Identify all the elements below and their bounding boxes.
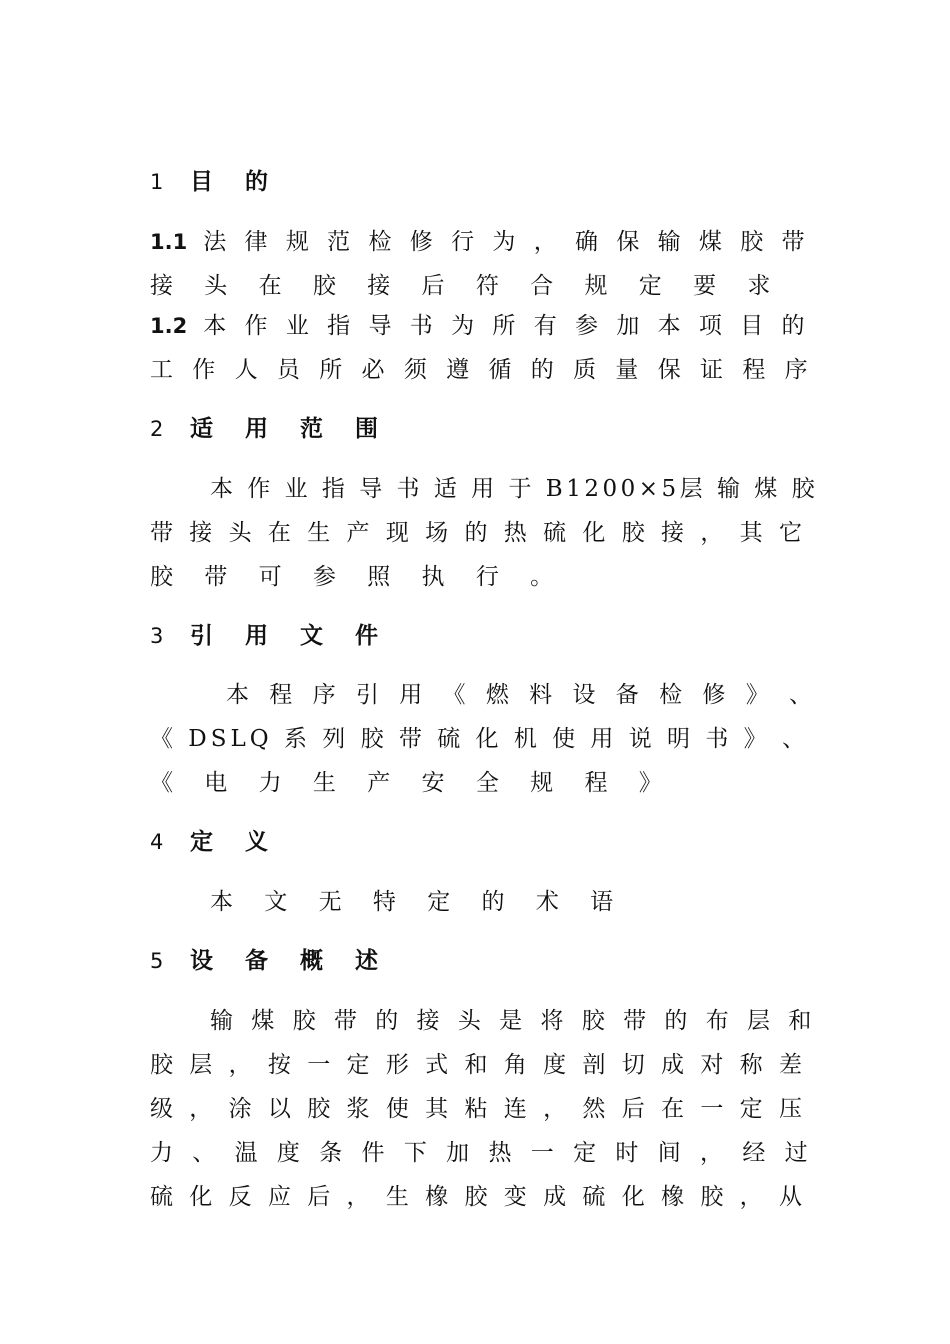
section-heading-4 [150, 828, 820, 856]
paragraph-line: 接 头 在 胶 接 后 符 合 规 定 要 求 [150, 273, 783, 299]
paragraph-line: 本 程 序 引 用 《 燃 料 设 备 检 修 》 、 [226, 682, 819, 708]
paragraph-line: 法 律 规 范 检 修 行 为 ， 确 保 输 煤 胶 带 [203, 229, 811, 255]
paragraph-line: 输 煤 胶 带 的 接 头 是 将 胶 带 的 布 层 和 [210, 1008, 817, 1034]
section-number: 1 [150, 170, 164, 194]
section-number: 3 [150, 624, 164, 648]
section-heading-5 [150, 947, 820, 975]
subsection-1-2 [150, 312, 820, 340]
section-heading-3 [150, 622, 820, 650]
subsection-number: 1.1 [150, 230, 188, 254]
paragraph-line: 《 DSLQ 系 列 胶 带 硫 化 机 使 用 说 明 书 》 、 [150, 726, 809, 752]
subsection-1-1 [150, 228, 820, 256]
paragraph-line: 本 作 业 指 导 书 为 所 有 参 加 本 项 目 的 [203, 313, 811, 339]
paragraph-line: 胶 层 ， 按 一 定 形 式 和 角 度 剖 切 成 对 称 差 [150, 1052, 807, 1078]
paragraph-line: 硫 化 反 应 后 ， 生 橡 胶 变 成 硫 化 橡 胶 ， 从 [150, 1184, 807, 1210]
paragraph-line: 级 ， 涂 以 胶 浆 使 其 粘 连 ， 然 后 在 一 定 压 [150, 1096, 807, 1122]
paragraph-line: 胶 带 可 参 照 执 行 。 [150, 564, 566, 590]
section-title: 引 用 文 件 [190, 623, 391, 649]
section-title: 适 用 范 围 [190, 416, 391, 442]
section-number: 4 [150, 830, 164, 854]
section-number: 2 [150, 417, 164, 441]
section-title: 目 的 [190, 169, 281, 195]
section-title: 设 备 概 述 [190, 948, 391, 974]
section-title: 定 义 [190, 829, 281, 855]
paragraph-line: 本 文 无 特 定 的 术 语 [210, 889, 626, 915]
section-number: 5 [150, 949, 164, 973]
section-heading-2 [150, 415, 820, 443]
paragraph-line: 力 、 温 度 条 件 下 加 热 一 定 时 间 ， 经 过 [150, 1140, 814, 1166]
paragraph-line: 带 接 头 在 生 产 现 场 的 热 硫 化 胶 接 ， 其 它 [150, 520, 807, 546]
section-heading-1 [150, 168, 820, 196]
subsection-number: 1.2 [150, 314, 188, 338]
paragraph-line: 本 作 业 指 导 书 适 用 于 B1200×5层 输 煤 胶 [210, 476, 819, 502]
paragraph-line: 《 电 力 生 产 安 全 规 程 》 [150, 770, 674, 796]
paragraph-line: 工 作 人 员 所 必 须 遵 循 的 质 量 保 证 程 序 [150, 357, 814, 383]
